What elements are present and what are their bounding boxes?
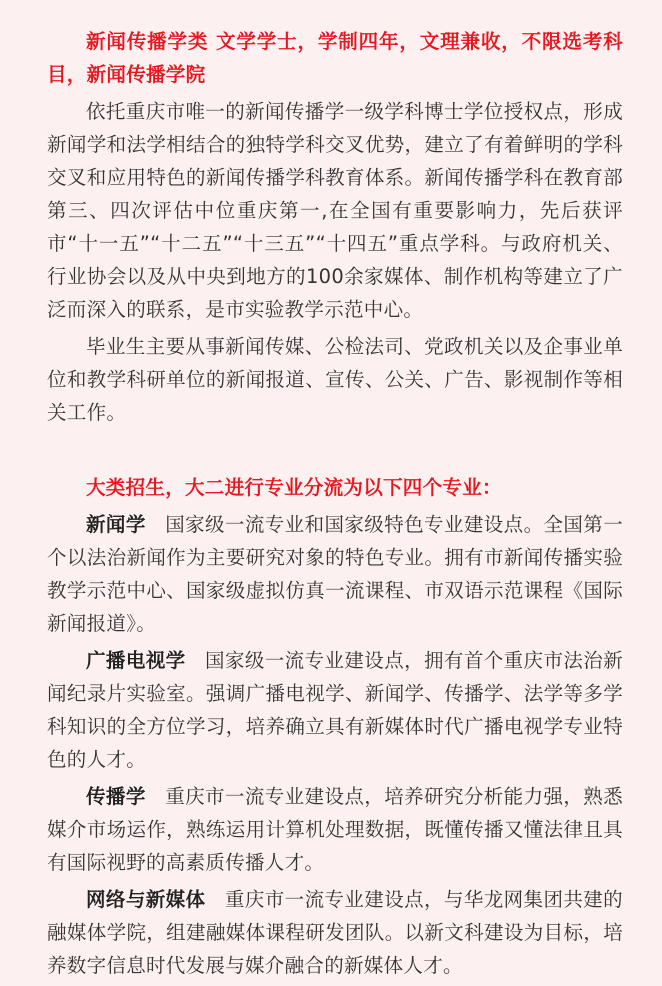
major-name: 网络与新媒体 [86, 888, 206, 911]
career-paragraph: 毕业生主要从事新闻传媒、公检法司、党政机关以及企事业单位和教学科研单位的新闻报道、宣传、公关、广告、影视制作等相关工作。 [47, 335, 623, 424]
major-name: 广播电视学 [86, 649, 186, 672]
major-journalism [47, 508, 623, 640]
document [47, 25, 623, 986]
section1-heading: 新闻传播学类 文学学士，学制四年，文理兼收，不限选考科目，新闻传播学院 [47, 30, 623, 86]
major-new-media [47, 883, 623, 982]
intro-paragraph: 依托重庆市唯一的新闻传播学一级学科博士学位授权点，形成新闻学和法学相结合的独特学科交叉优势，建立了有着鲜明的学科交叉和应用特色的新闻传播学科教育体系。新闻传播学科在教育部第三、四次评估中位重庆第一,在全国有重要影响力，先后获评市“十一五”“十二五”“十三五”“十四五”重点学科。与政府机关、行业协会以及从中央到地方的100余家媒体、制作机构等建立了广泛而深入的联系，是市实验教学示范中心。 [47, 100, 623, 321]
section2-heading: 大类招生，大二进行专业分流为以下四个专业： [86, 476, 502, 499]
major-name: 传播学 [86, 785, 146, 808]
major-description: 重庆市一流专业建设点，培养研究分析能力强，熟悉媒介市场运作，熟练运用计算机处理数据，既懂传播又懂法律且具有国际视野的高素质传播人才。 [47, 785, 623, 874]
spacer [47, 433, 623, 471]
major-description: 重庆市一流专业建设点，与华龙网集团共建的融媒体学院，组建融媒体课程研发团队。以新文科建设为目标，培养数字信息时代发展与媒介融合的新媒体人才。 [47, 888, 623, 977]
major-broadcasting [47, 644, 623, 776]
major-description: 国家级一流专业和国家级特色专业建设点。全国第一个以法治新闻作为主要研究对象的特色专业。拥有市新闻传播实验教学示范中心、国家级虚拟仿真一流课程、市双语示范课程《国际新闻报道》。 [47, 513, 623, 635]
major-name: 新闻学 [86, 513, 146, 536]
major-communication [47, 780, 623, 879]
major-description: 国家级一流专业建设点，拥有首个重庆市法治新闻纪录片实验室。强调广播电视学、新闻学、传播学、法学等多学科知识的全方位学习，培养确立具有新媒体时代广播电视学专业特色的人才。 [47, 649, 623, 771]
